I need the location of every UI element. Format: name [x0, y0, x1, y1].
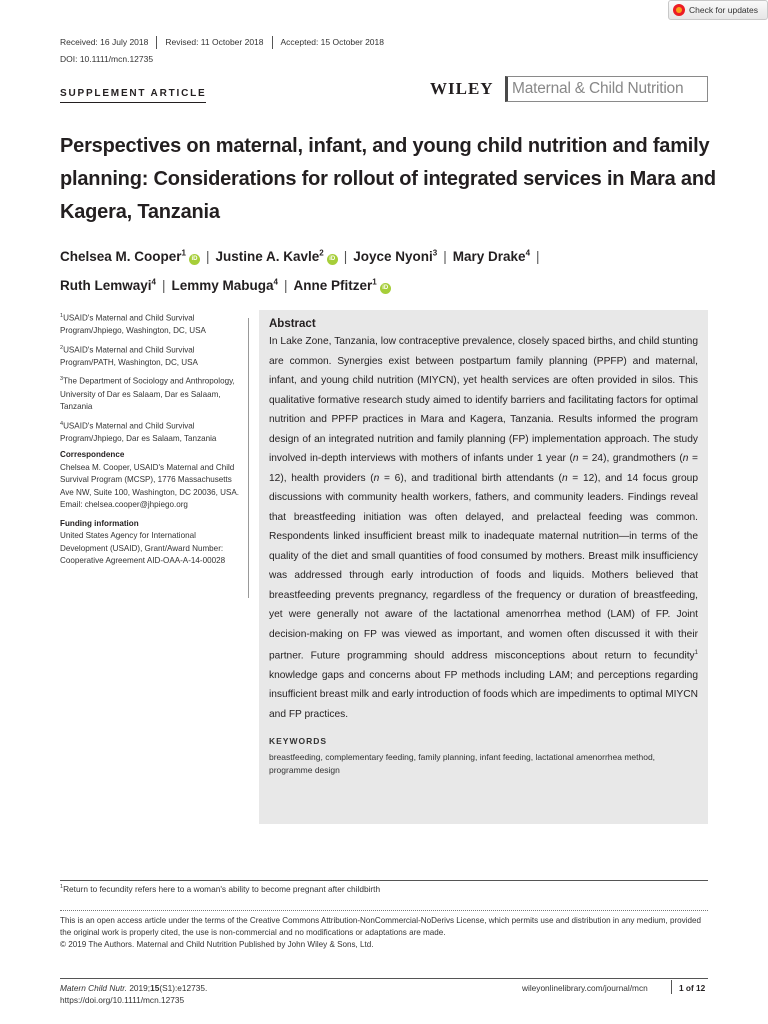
article-type: SUPPLEMENT ARTICLE: [60, 88, 206, 103]
copyright: © 2019 The Authors. Maternal and Child Nutrition Published by John Wiley & Sons, Ltd.: [60, 940, 374, 949]
author-list: [60, 240, 720, 299]
orcid-icon[interactable]: iD: [380, 283, 391, 294]
article-title: Perspectives on maternal, infant, and young child nutrition and family planning: Considerations for rollout of integrated services in Mara and Kagera, Tanzania: [60, 135, 716, 223]
author[interactable]: Joyce Nyoni$^3$: [353, 248, 438, 264]
separator: |: [205, 248, 210, 264]
author[interactable]: Anne Pfitzer$^1$: [293, 277, 377, 293]
accepted-date: Accepted: 15 October 2018: [280, 37, 384, 47]
license-divider: [60, 910, 708, 911]
correspondence-address: Chelsea M. Cooper, USAID's Maternal and Child Survival Program (MCSP), 1776 Massachusetts Ave NW, Suite 100, Washington, DC 20036, USA.: [60, 462, 240, 497]
article-dates: [58, 36, 392, 49]
doi: DOI: 10.1111/mcn.12735: [60, 54, 154, 64]
author[interactable]: Mary Drake$^4$: [452, 248, 531, 264]
page-number: 1 of 12: [679, 983, 706, 993]
affiliation: $^1$USAID's Maternal and Child Survival Program/Jhpiego, Washington, DC, USA: [60, 313, 206, 336]
author[interactable]: Justine A. Kavle$^2$: [215, 248, 324, 264]
orcid-icon[interactable]: iD: [189, 254, 200, 265]
funding-heading: Funding information: [60, 518, 139, 528]
affiliation: $^2$USAID's Maternal and Child Survival Program/PATH, Washington, DC, USA: [60, 344, 198, 367]
keywords-heading: KEYWORDS: [269, 736, 328, 747]
abstract-text: In Lake Zone, Tanzania, low contraceptive prevalence, closely spaced births, and child stunting are common. Synergies exist between postpartum family planning (PPFP) and maternal, infant, and young child nutrition (MIYCN), yet health services are often provided in silos. This qualitative formative research study aimed to identify barriers and facilitating factors for optimal nutrition and PPFP practices in Mara and Kagera, Tanzania. Results informed the program design of an integrated nutrition and family planning (FP) implementation approach. The study involved in-depth interviews with mothers of infants under 1 year (n = 24), grandmothers (n = 12), health providers (n = 6), and traditional birth attendants (n = 12), and 14 focus group discussions with community health workers, fathers, and community leaders. Findings reveal that breastfeeding initiation was often delayed, and prelacteal feeding was common. Respondents linked insufficient breast milk to inadequate maternal nutrition—in terms of the quality of the diet and small quantities of food consumed by mothers. Breast milk insufficiency was addressed through early introduction of foods and liquids. Mothers believed that breastfeeding prevents pregnancy, regardless of the frequency or duration of breastfeeding, yet were generally not aware of the lactational amenorrhea method (LAM) of FP. Joint decision-making on FP was viewed as important, and women often discussed it with their partner. Future programming should address misconceptions about return to fecundity$^1$ knowledge gaps and concerns about FP methods including LAM; and perceptions regarding insufficient breast milk and early introduction of foods which are impediments to optimal MIYCN and FP practices.: [269, 336, 699, 720]
revised-date: Revised: 11 October 2018: [157, 36, 272, 49]
column-divider: [248, 318, 249, 598]
separator: |: [536, 248, 540, 264]
funding-info: United States Agency for International Development (USAID), Grant/Award Number: Cooperative Agreement AID-OAA-A-14-00028: [60, 531, 226, 566]
footer-rule: [60, 978, 708, 979]
check-for-updates-label: Check for updates: [689, 5, 758, 15]
abstract-box: [259, 310, 708, 824]
crossmark-icon: [673, 4, 685, 16]
footnote-rule: [60, 880, 708, 881]
journal-name-box: [505, 76, 708, 102]
check-for-updates-button[interactable]: [668, 0, 768, 20]
author[interactable]: Chelsea M. Cooper$^1$: [60, 248, 186, 264]
orcid-icon[interactable]: iD: [327, 254, 338, 265]
journal-name: Maternal & Child Nutrition: [512, 80, 684, 97]
journal-url[interactable]: wileyonlinelibrary.com/journal/mcn: [522, 983, 648, 993]
keywords: breastfeeding, complementary feeding, family planning, infant feeding, lactational amenorrhea method, programme design: [269, 752, 656, 776]
affiliation: $^4$USAID's Maternal and Child Survival Program/Jhpiego, Dar es Salaam, Tanzania: [60, 420, 217, 443]
author[interactable]: Lemmy Mabuga$^4$: [171, 277, 278, 293]
footnote: $^1$Return to fecundity refers here to a woman's ability to become pregnant after childbirth: [60, 884, 381, 894]
license-terms: This is an open access article under the terms of the Creative Commons Attribution-NonCommercial-NoDerivs License, which permits use and distribution in any medium, provided the original work is properly cited, the use is non-commercial and no modifications or adaptations are made.: [60, 916, 702, 937]
correspondence-email[interactable]: Email: chelsea.cooper@jhpiego.org: [60, 500, 188, 510]
page-divider: [671, 980, 672, 994]
license-text: [60, 915, 710, 951]
author[interactable]: Ruth Lemwayi$^4$: [60, 277, 156, 293]
affiliations-column: [60, 310, 240, 574]
separator: |: [443, 248, 447, 264]
correspondence-heading: Correspondence: [60, 450, 125, 460]
citation: Matern Child Nutr. 2019;15(S1):e12735. https://doi.org/10.1111/mcn.12735: [60, 983, 208, 1005]
doi-link[interactable]: https://doi.org/10.1111/mcn.12735: [60, 995, 185, 1005]
separator: |: [283, 278, 288, 293]
correspondence: [60, 462, 240, 512]
affiliation: $^3$The Department of Sociology and Anthropology, University of Dar es Salaam, Dar es Salaam, Tanzania: [60, 376, 235, 412]
abstract-heading: Abstract: [269, 318, 316, 330]
separator: |: [343, 248, 348, 264]
separator: |: [161, 278, 166, 293]
received-date: Received: 16 July 2018: [58, 36, 157, 49]
publisher-logo: WILEY: [430, 79, 494, 98]
footnote-ref[interactable]: 1: [694, 650, 698, 656]
